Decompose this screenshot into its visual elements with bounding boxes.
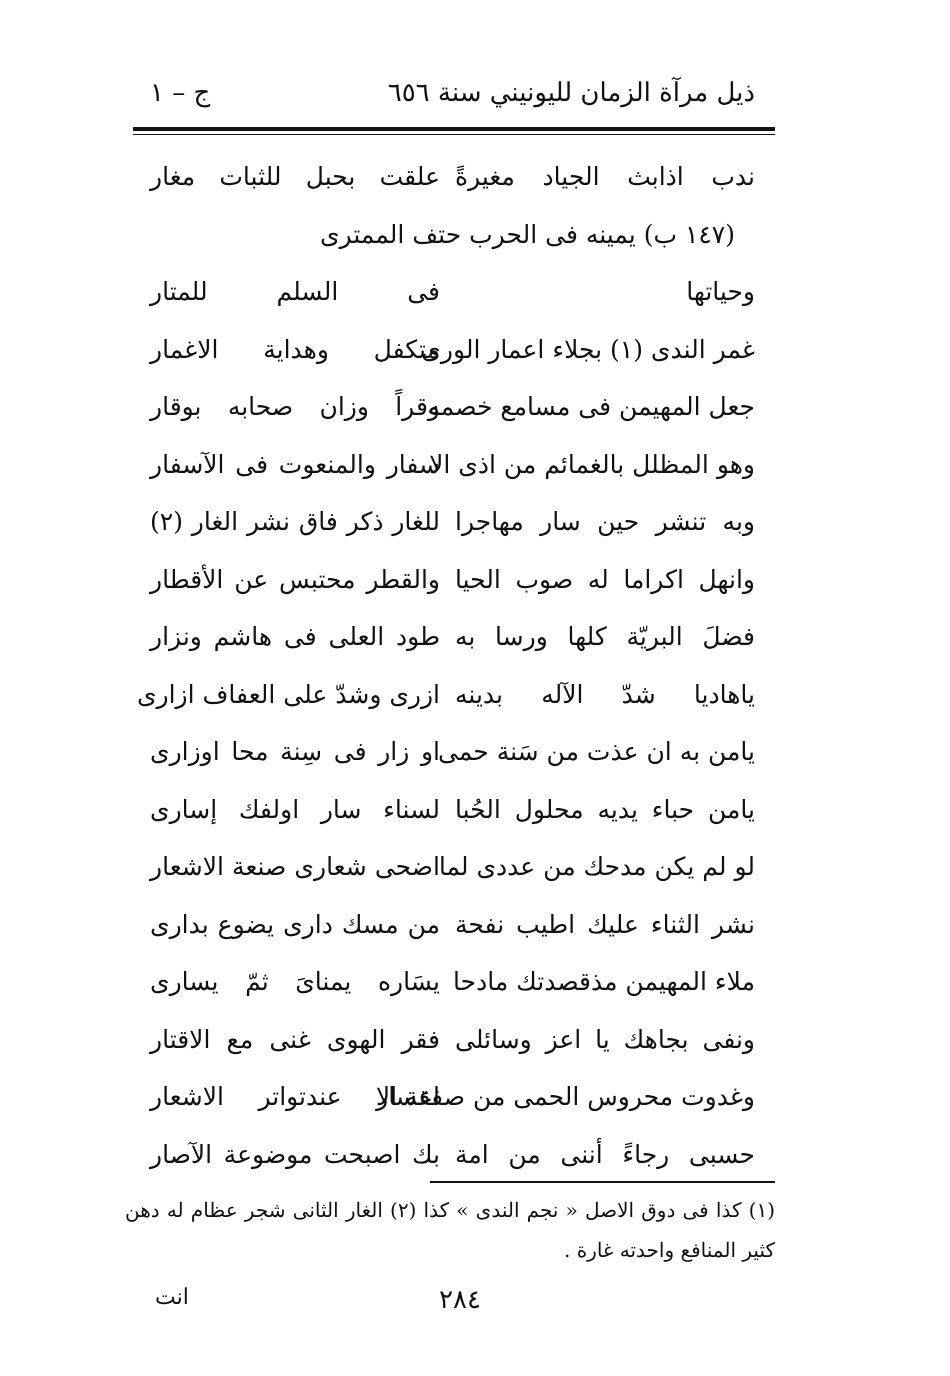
verse-line bbox=[150, 321, 755, 379]
second-hemistich: ازرى وشدّ على العفاف ازارى bbox=[136, 679, 440, 709]
second-hemistich: علقت بحبل للثبات مغار bbox=[150, 162, 440, 191]
verse-line bbox=[150, 206, 755, 264]
second-hemistich: وقراً وزان صحابه بوقار bbox=[150, 392, 440, 421]
first-hemistich: يامن به ان عذت من سَنة حمى bbox=[438, 737, 755, 766]
second-hemistich: فى السلم للمتار bbox=[150, 277, 440, 306]
verse-line bbox=[150, 378, 755, 436]
verse-line bbox=[150, 436, 755, 494]
first-hemistich: وبه تنشر حين سار مهاجرا bbox=[455, 507, 755, 536]
verse-line bbox=[150, 953, 755, 1011]
second-hemistich: متكفل وهداية الاغمار bbox=[150, 334, 440, 364]
running-title: ذيل مرآة الزمان لليونيني سنة ٦٥٦ bbox=[387, 78, 755, 108]
first-hemistich: وهو المظلل بالغمائم من اذى الا bbox=[429, 449, 755, 479]
second-hemistich: اضحى شعارى صنعة الاشعار bbox=[150, 852, 440, 881]
verse-line bbox=[150, 493, 755, 551]
footnote-line: كثير المنافع واحدته غارة . bbox=[563, 1238, 775, 1262]
second-hemistich: اعسار عندتواتر الاشعار bbox=[150, 1082, 440, 1111]
first-hemistich: غمر الندى (١) بجلاء اعمار الورى bbox=[421, 334, 755, 364]
running-header bbox=[150, 78, 755, 122]
first-hemistich: نشر الثناء عليك اطيب نفحة bbox=[455, 909, 755, 939]
second-hemistich: سفار والمنعوت فى الآسفار bbox=[150, 449, 440, 479]
second-hemistich: من مسك دارى يضوع بدارى bbox=[150, 909, 440, 939]
first-hemistich: يامن حباء يديه محلول الحُبا bbox=[455, 794, 755, 824]
verse-line bbox=[150, 1126, 755, 1184]
verse-line bbox=[150, 723, 755, 781]
volume-number: ج – ١ bbox=[150, 78, 211, 108]
footnote-rule bbox=[430, 1181, 775, 1183]
header-rule bbox=[133, 127, 775, 131]
verse-line bbox=[150, 896, 755, 954]
verse-line bbox=[150, 838, 755, 896]
first-hemistich: ياهاديا شدّ الآله بدينه bbox=[455, 679, 755, 709]
footnotes bbox=[125, 1190, 775, 1270]
first-hemistich: لو لم يكن مدحك من عددى لما bbox=[438, 852, 755, 881]
first-hemistich: فضلَ البريّة كلها ورسا به bbox=[455, 622, 755, 651]
verse-line bbox=[136, 666, 755, 724]
second-hemistich: والقطر محتبس عن الأقطار bbox=[150, 564, 440, 594]
first-hemistich: وغدوت محروس الحمى من صفقة الا bbox=[375, 1082, 755, 1111]
first-hemistich: جعل المهيمن فى مسامع خصمه bbox=[427, 392, 755, 421]
second-hemistich: فقر الهوى غنى مع الاقتار bbox=[150, 1024, 440, 1054]
second-hemistich: طود العلى فى هاشم ونزار bbox=[150, 622, 440, 651]
first-hemistich: وانهل اكراما له صوب الحيا bbox=[455, 564, 755, 594]
page-number: ٢٨٤ bbox=[439, 1285, 481, 1315]
second-hemistich: للغار ذكر فاق نشر الغار (٢) bbox=[150, 507, 440, 536]
verse-line bbox=[150, 1068, 755, 1126]
first-hemistich: ندب اذابث الجياد مغيرةً bbox=[455, 162, 755, 191]
first-hemistich: حسبى رجاءً أننى من امة bbox=[455, 1139, 755, 1169]
first-hemistich: وحياتها bbox=[686, 277, 755, 306]
second-hemistich: بك اصبحت موضوعة الآصار bbox=[150, 1139, 440, 1169]
catchword: انت bbox=[155, 1285, 189, 1310]
verse-full: (١٤٧ ب) يمينه فى الحرب حتف الممترى bbox=[319, 219, 735, 249]
verse-line bbox=[150, 781, 755, 839]
second-hemistich: او زار فى سِنة محا اوزارى bbox=[150, 737, 440, 766]
verse-line bbox=[150, 1011, 755, 1069]
poem-body bbox=[136, 148, 755, 1183]
second-hemistich: لسناء سار اولفك إسارى bbox=[150, 794, 440, 824]
footnote-line: (١) كذا فى دوق الاصل « نجم الندى » كذا (٢) الغار الثانى شجر عظام له دهن bbox=[125, 1198, 775, 1222]
header-rule-thin bbox=[133, 134, 775, 135]
first-hemistich: ونفى بجاهك يا اعز وسائلى bbox=[455, 1024, 755, 1054]
verse-line bbox=[150, 263, 755, 321]
second-hemistich: يسَاره يمناىَ ثمّ يسارى bbox=[150, 967, 440, 996]
verse-line bbox=[150, 551, 755, 609]
verse-line bbox=[150, 608, 755, 666]
first-hemistich: ملاء المهيمن مذقصدتك مادحا bbox=[453, 967, 755, 996]
verse-line bbox=[150, 148, 755, 206]
